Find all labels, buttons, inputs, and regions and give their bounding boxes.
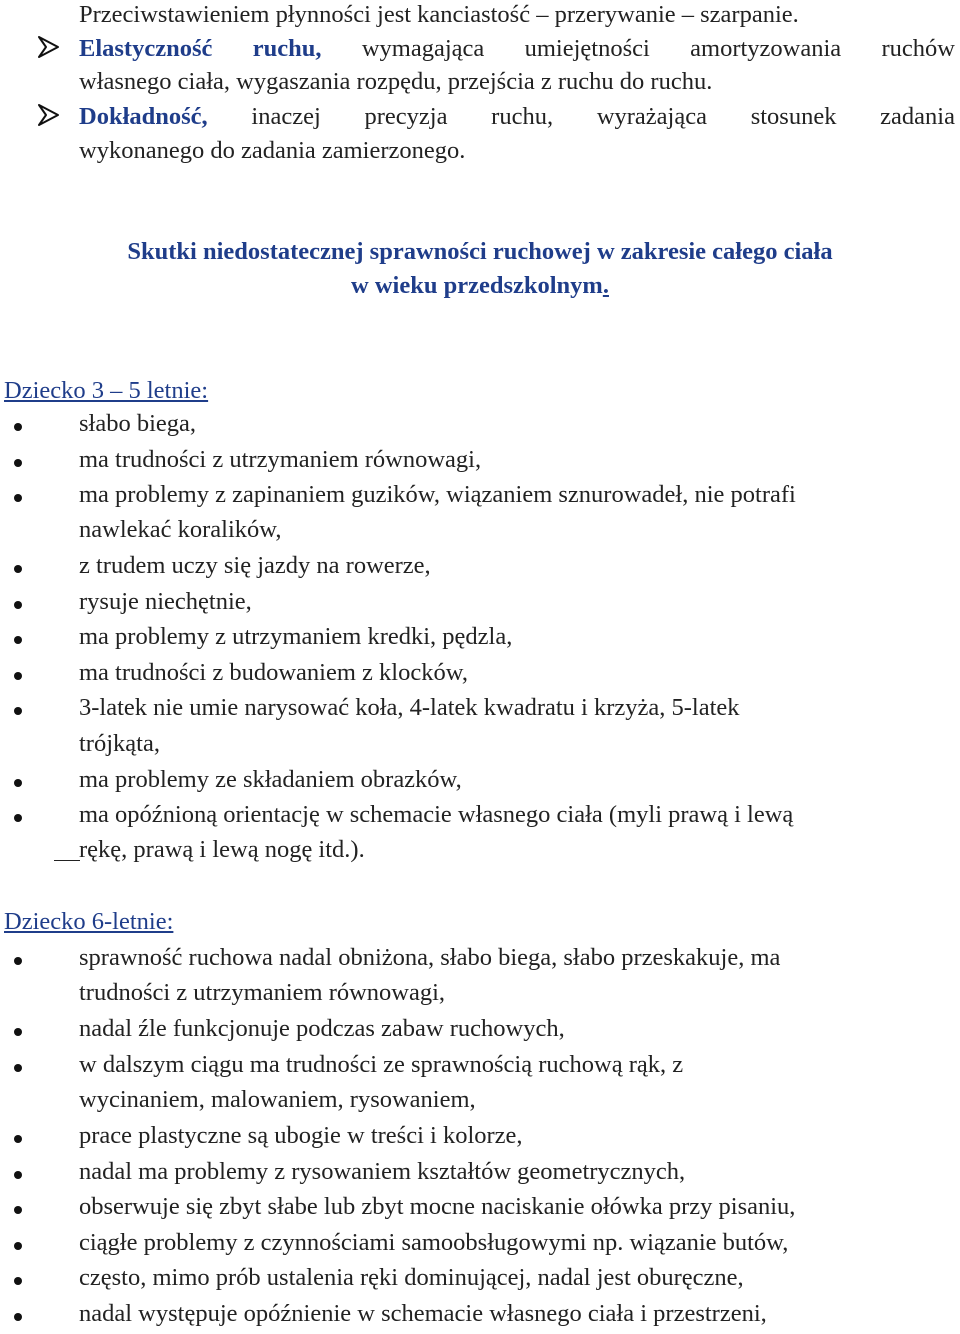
- bullet-dot-icon: [14, 814, 22, 822]
- bullet-dot-icon: [14, 423, 22, 431]
- feature-continuation: własnego ciała, wygaszania rozpędu, przejścia z ruchu do ruchu.: [79, 68, 713, 95]
- arrow-bullet-icon: [36, 102, 62, 128]
- arrow-bullet-icon: [36, 34, 62, 60]
- section-label-age-3-5: Dziecko 3 – 5 letnie:: [4, 377, 209, 404]
- list-item: prace plastyczne są ubogie w treści i kolorze,: [79, 1122, 523, 1149]
- list-item: często, mimo prób ustalenia ręki dominującej, nadal jest oburęczne,: [79, 1264, 744, 1291]
- bullet-dot-icon: [14, 1171, 22, 1179]
- section-heading: Skutki niedostatecznej sprawności ruchowej w zakresie całego ciała: [127, 238, 833, 265]
- bullet-dot-icon: [14, 601, 22, 609]
- feature-precision: [79, 99, 955, 134]
- list-item: ma opóźnioną orientację w schemacie własnego ciała (myli prawą i lewą: [79, 801, 794, 828]
- list-item: ma problemy z utrzymaniem kredki, pędzla,: [79, 623, 513, 650]
- feature-text: wymagająca umiejętności amortyzowania ruchów: [321, 35, 955, 62]
- bullet-dot-icon: [14, 494, 22, 502]
- bullet-dot-icon: [14, 779, 22, 787]
- list-item-continuation: trudności z utrzymaniem równowagi,: [79, 979, 446, 1006]
- list-item: ma trudności z budowaniem z klocków,: [79, 659, 468, 686]
- intro-line: Przeciwstawieniem płynności jest kanciastość – przerywanie – szarpanie.: [79, 1, 799, 28]
- list-item: słabo biega,: [79, 410, 197, 437]
- feature-term: Dokładność,: [79, 103, 208, 130]
- bullet-dot-icon: [14, 565, 22, 573]
- list-item: ma problemy ze składaniem obrazków,: [79, 766, 462, 793]
- list-item: nadal występuje opóźnienie w schemacie własnego ciała i przestrzeni,: [79, 1300, 767, 1327]
- list-item-continuation: rękę, prawą i lewą nogę itd.).: [79, 836, 365, 863]
- feature-elasticity: [79, 31, 955, 66]
- list-item: 3-latek nie umie narysować koła, 4-latek kwadratu i krzyża, 5-latek: [79, 694, 740, 721]
- bullet-dot-icon: [14, 1206, 22, 1214]
- bullet-dot-icon: [14, 1028, 22, 1036]
- feature-text: inaczej precyzja ruchu, wyrażająca stosunek zadania: [207, 103, 955, 130]
- bullet-dot-icon: [14, 1313, 22, 1321]
- bullet-dot-icon: [14, 672, 22, 680]
- list-item-continuation: nawlekać koralików,: [79, 516, 282, 543]
- bullet-dot-icon: [14, 707, 22, 715]
- bullet-dot-icon: [14, 636, 22, 644]
- feature-continuation: wykonanego do zadania zamierzonego.: [79, 137, 466, 164]
- bullet-dot-icon: [14, 1135, 22, 1143]
- list-item-continuation: wycinaniem, malowaniem, rysowaniem,: [79, 1086, 476, 1113]
- list-item: rysuje niechętnie,: [79, 588, 252, 615]
- list-item: obserwuje się zbyt słabe lub zbyt mocne naciskanie ołówka przy pisaniu,: [79, 1193, 796, 1220]
- list-item: nadal źle funkcjonuje podczas zabaw ruchowych,: [79, 1015, 565, 1042]
- underline-mark: [54, 860, 80, 861]
- section-heading-line2: w wieku przedszkolnym.: [351, 272, 609, 299]
- bullet-dot-icon: [14, 1242, 22, 1250]
- list-item: ma trudności z utrzymaniem równowagi,: [79, 446, 482, 473]
- bullet-dot-icon: [14, 957, 22, 965]
- list-item: nadal ma problemy z rysowaniem kształtów geometrycznych,: [79, 1158, 686, 1185]
- list-item: sprawność ruchowa nadal obniżona, słabo biega, słabo przeskakuje, ma: [79, 944, 781, 971]
- bullet-dot-icon: [14, 1277, 22, 1285]
- section-label-age-6: Dziecko 6-letnie:: [4, 908, 174, 935]
- bullet-dot-icon: [14, 1064, 22, 1072]
- bullet-dot-icon: [14, 459, 22, 467]
- list-item-continuation: trójkąta,: [79, 730, 160, 757]
- list-item: z trudem uczy się jazdy na rowerze,: [79, 552, 431, 579]
- list-item: ciągłe problemy z czynnościami samoobsługowymi np. wiązanie butów,: [79, 1229, 789, 1256]
- list-item: ma problemy z zapinaniem guzików, wiązaniem sznurowadeł, nie potrafi: [79, 481, 796, 508]
- feature-term: Elastyczność ruchu,: [79, 35, 322, 62]
- list-item: w dalszym ciągu ma trudności ze sprawnością ruchową rąk, z: [79, 1051, 684, 1078]
